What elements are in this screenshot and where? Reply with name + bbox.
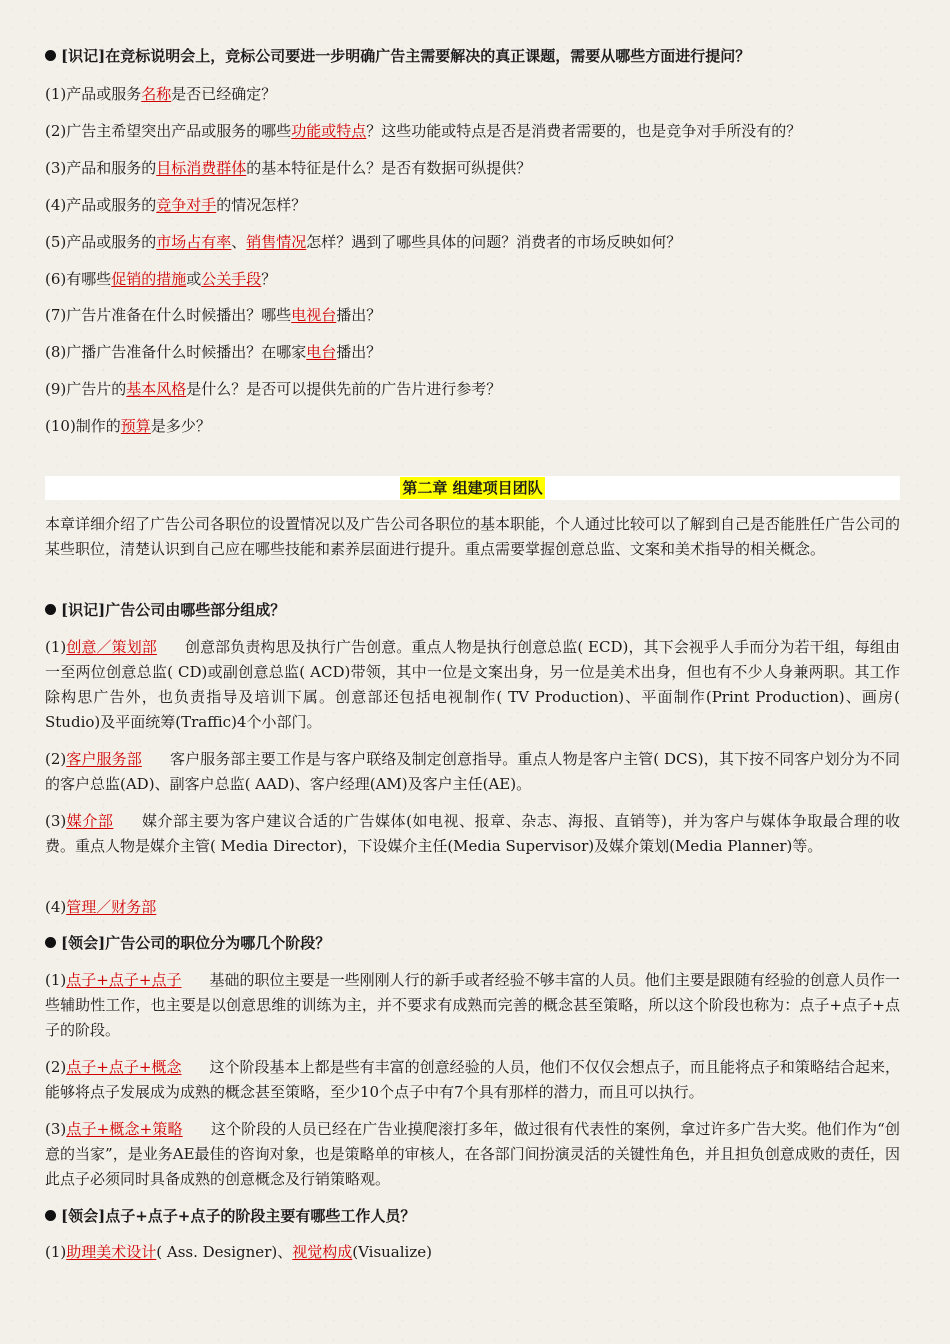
keyword: 功能或特点 — [291, 122, 367, 140]
bullet-icon — [45, 604, 56, 615]
keyword: 点子+概念+策略 — [66, 1120, 183, 1138]
list-item: (2)广告主希望突出产品或服务的哪些功能或特点？这些功能或特点是否是消费者需要的，也是竞争对手所没有的？ — [45, 122, 802, 140]
list-item: (5)产品或服务的市场占有率、销售情况怎样？遇到了哪些具体的问题？消费者的市场反映如何？ — [45, 233, 682, 251]
keyword: 公关手段 — [201, 270, 262, 288]
list-item: (10)制作的预算是多少？ — [45, 417, 211, 435]
question-heading: [识记]广告公司由哪些部分组成？ — [45, 600, 900, 620]
list-item: (6)有哪些促销的措施或公关手段？ — [45, 270, 277, 288]
chapter-title: 第二章 组建项目团队 — [402, 479, 543, 497]
list-item: (4)管理／财务部 — [45, 898, 157, 916]
chapter-heading — [45, 476, 900, 500]
chapter-intro: 本章详细介绍了广告公司各职位的设置情况以及广告公司各职位的基本职能，个人通过比较可以了解到自己是否能胜任广告公司的某些职位，清楚认识到自己应在哪些技能和素养层面进行提升。重点需要掌握创意总监、文案和美术指导的相关概念。 — [45, 515, 901, 558]
list-item: (9)广告片的基本风格是什么？是否可以提供先前的广告片进行参考？ — [45, 380, 502, 398]
question-heading: [识记]在竞标说明会上，竞标公司要进一步明确广告主需要解决的真正课题，需要从哪些方面进行提问？ — [45, 46, 900, 66]
keyword: 基本风格 — [126, 380, 187, 398]
keyword: 媒介部 — [66, 812, 114, 830]
list-item: (2)点子+点子+概念 这个阶段基本上都是些有丰富的创意经验的人员，他们不仅仅会想点子，而且能将点子和策略结合起来，能够将点子发展成为成熟的概念甚至策略，至少10个点子中有7个具有那样的潜力，而且可以执行。 — [45, 1058, 901, 1101]
keyword: 视觉构成 — [292, 1243, 353, 1261]
list-item: (3)媒介部 媒介部主要为客户建议合适的广告媒体(如电视、报章、杂志、海报、直销等)，并为客户与媒体争取最合理的收费。重点人物是媒介主管( Media Director)，下设媒介主任(Media Supervisor)及媒介策划(Media Planner)等。 — [45, 812, 900, 855]
bullet-icon — [45, 937, 56, 948]
keyword: 点子+点子+概念 — [66, 1058, 182, 1076]
keyword: 竞争对手 — [156, 196, 217, 214]
list-item: (2)客户服务部 客户服务部主要工作是与客户联络及制定创意指导。重点人物是客户主管( DCS)，其下按不同客户划分为不同的客户总监(AD)、副客户总监( AAD)、客户经理(AM)及客户主任(AE)。 — [45, 750, 900, 793]
question-heading: [领会]广告公司的职位分为哪几个阶段？ — [45, 933, 900, 953]
list-item: (8)广播广告准备什么时候播出？在哪家电台播出？ — [45, 343, 382, 361]
keyword: 管理／财务部 — [66, 898, 157, 916]
keyword: 市场占有率 — [156, 233, 232, 251]
list-item: (3)产品和服务的目标消费群体的基本特征是什么？是否有数据可纵提供？ — [45, 159, 532, 177]
keyword: 名称 — [141, 85, 172, 103]
keyword: 创意／策划部 — [66, 638, 157, 656]
keyword: 点子+点子+点子 — [66, 971, 182, 989]
list-item: (4)产品或服务的竞争对手的情况怎样？ — [45, 196, 307, 214]
list-item: (1)点子+点子+点子 基础的职位主要是一些刚刚人行的新手或者经验不够丰富的人员。他们主要是跟随有经验的创意人员作一些辅助性工作，也主要是以创意思维的训练为主，并不要求有成熟而完善的概念甚至策略，所以这个阶段也称为：点子+点子+点子的阶段。 — [45, 971, 901, 1039]
keyword: 预算 — [120, 417, 151, 435]
bullet-icon — [45, 1210, 56, 1221]
keyword: 电台 — [306, 343, 337, 361]
list-item: (1)创意／策划部 创意部负责构思及执行广告创意。重点人物是执行创意总监( ECD)，其下会视乎人手而分为若干组，每组由一至两位创意总监( CD)或副创意总监( ACD)带领，其中一位是文案出身，另一位是美术出身，但也有不少人身兼两职。其工作除构思广告外，也负责指导及培训下属。创意部还包括电视制作( TV Production)、平面制作(Print Production)、画房( Studio)及平面统筹(Traffic)4个小部门。 — [45, 638, 900, 731]
keyword: 助理美术设计 — [66, 1243, 157, 1261]
bullet-icon — [45, 50, 56, 61]
list-item: (3)点子+概念+策略 这个阶段的人员已经在广告业摸爬滚打多年，做过很有代表性的案例，拿过许多广告大奖。他们作为“创意的当家”，是业务AE最佳的咨询对象，也是策略单的审核人，在各部门间扮演灵活的关键性角色，并且担负创意成败的责任，因此点子必须同时具备成熟的创意概念及行销策略观。 — [45, 1120, 900, 1188]
keyword: 电视台 — [291, 306, 337, 324]
keyword: 销售情况 — [246, 233, 307, 251]
keyword: 目标消费群体 — [156, 159, 247, 177]
keyword: 客户服务部 — [66, 750, 142, 768]
list-item: (1)助理美术设计( Ass. Designer)、视觉构成(Visualize) — [45, 1243, 432, 1261]
list-item: (1)产品或服务名称是否已经确定？ — [45, 85, 277, 103]
question-heading: [领会]点子+点子+点子的阶段主要有哪些工作人员？ — [45, 1206, 900, 1226]
keyword: 促销的措施 — [111, 270, 187, 288]
list-item: (7)广告片准备在什么时候播出？哪些电视台播出？ — [45, 306, 382, 324]
